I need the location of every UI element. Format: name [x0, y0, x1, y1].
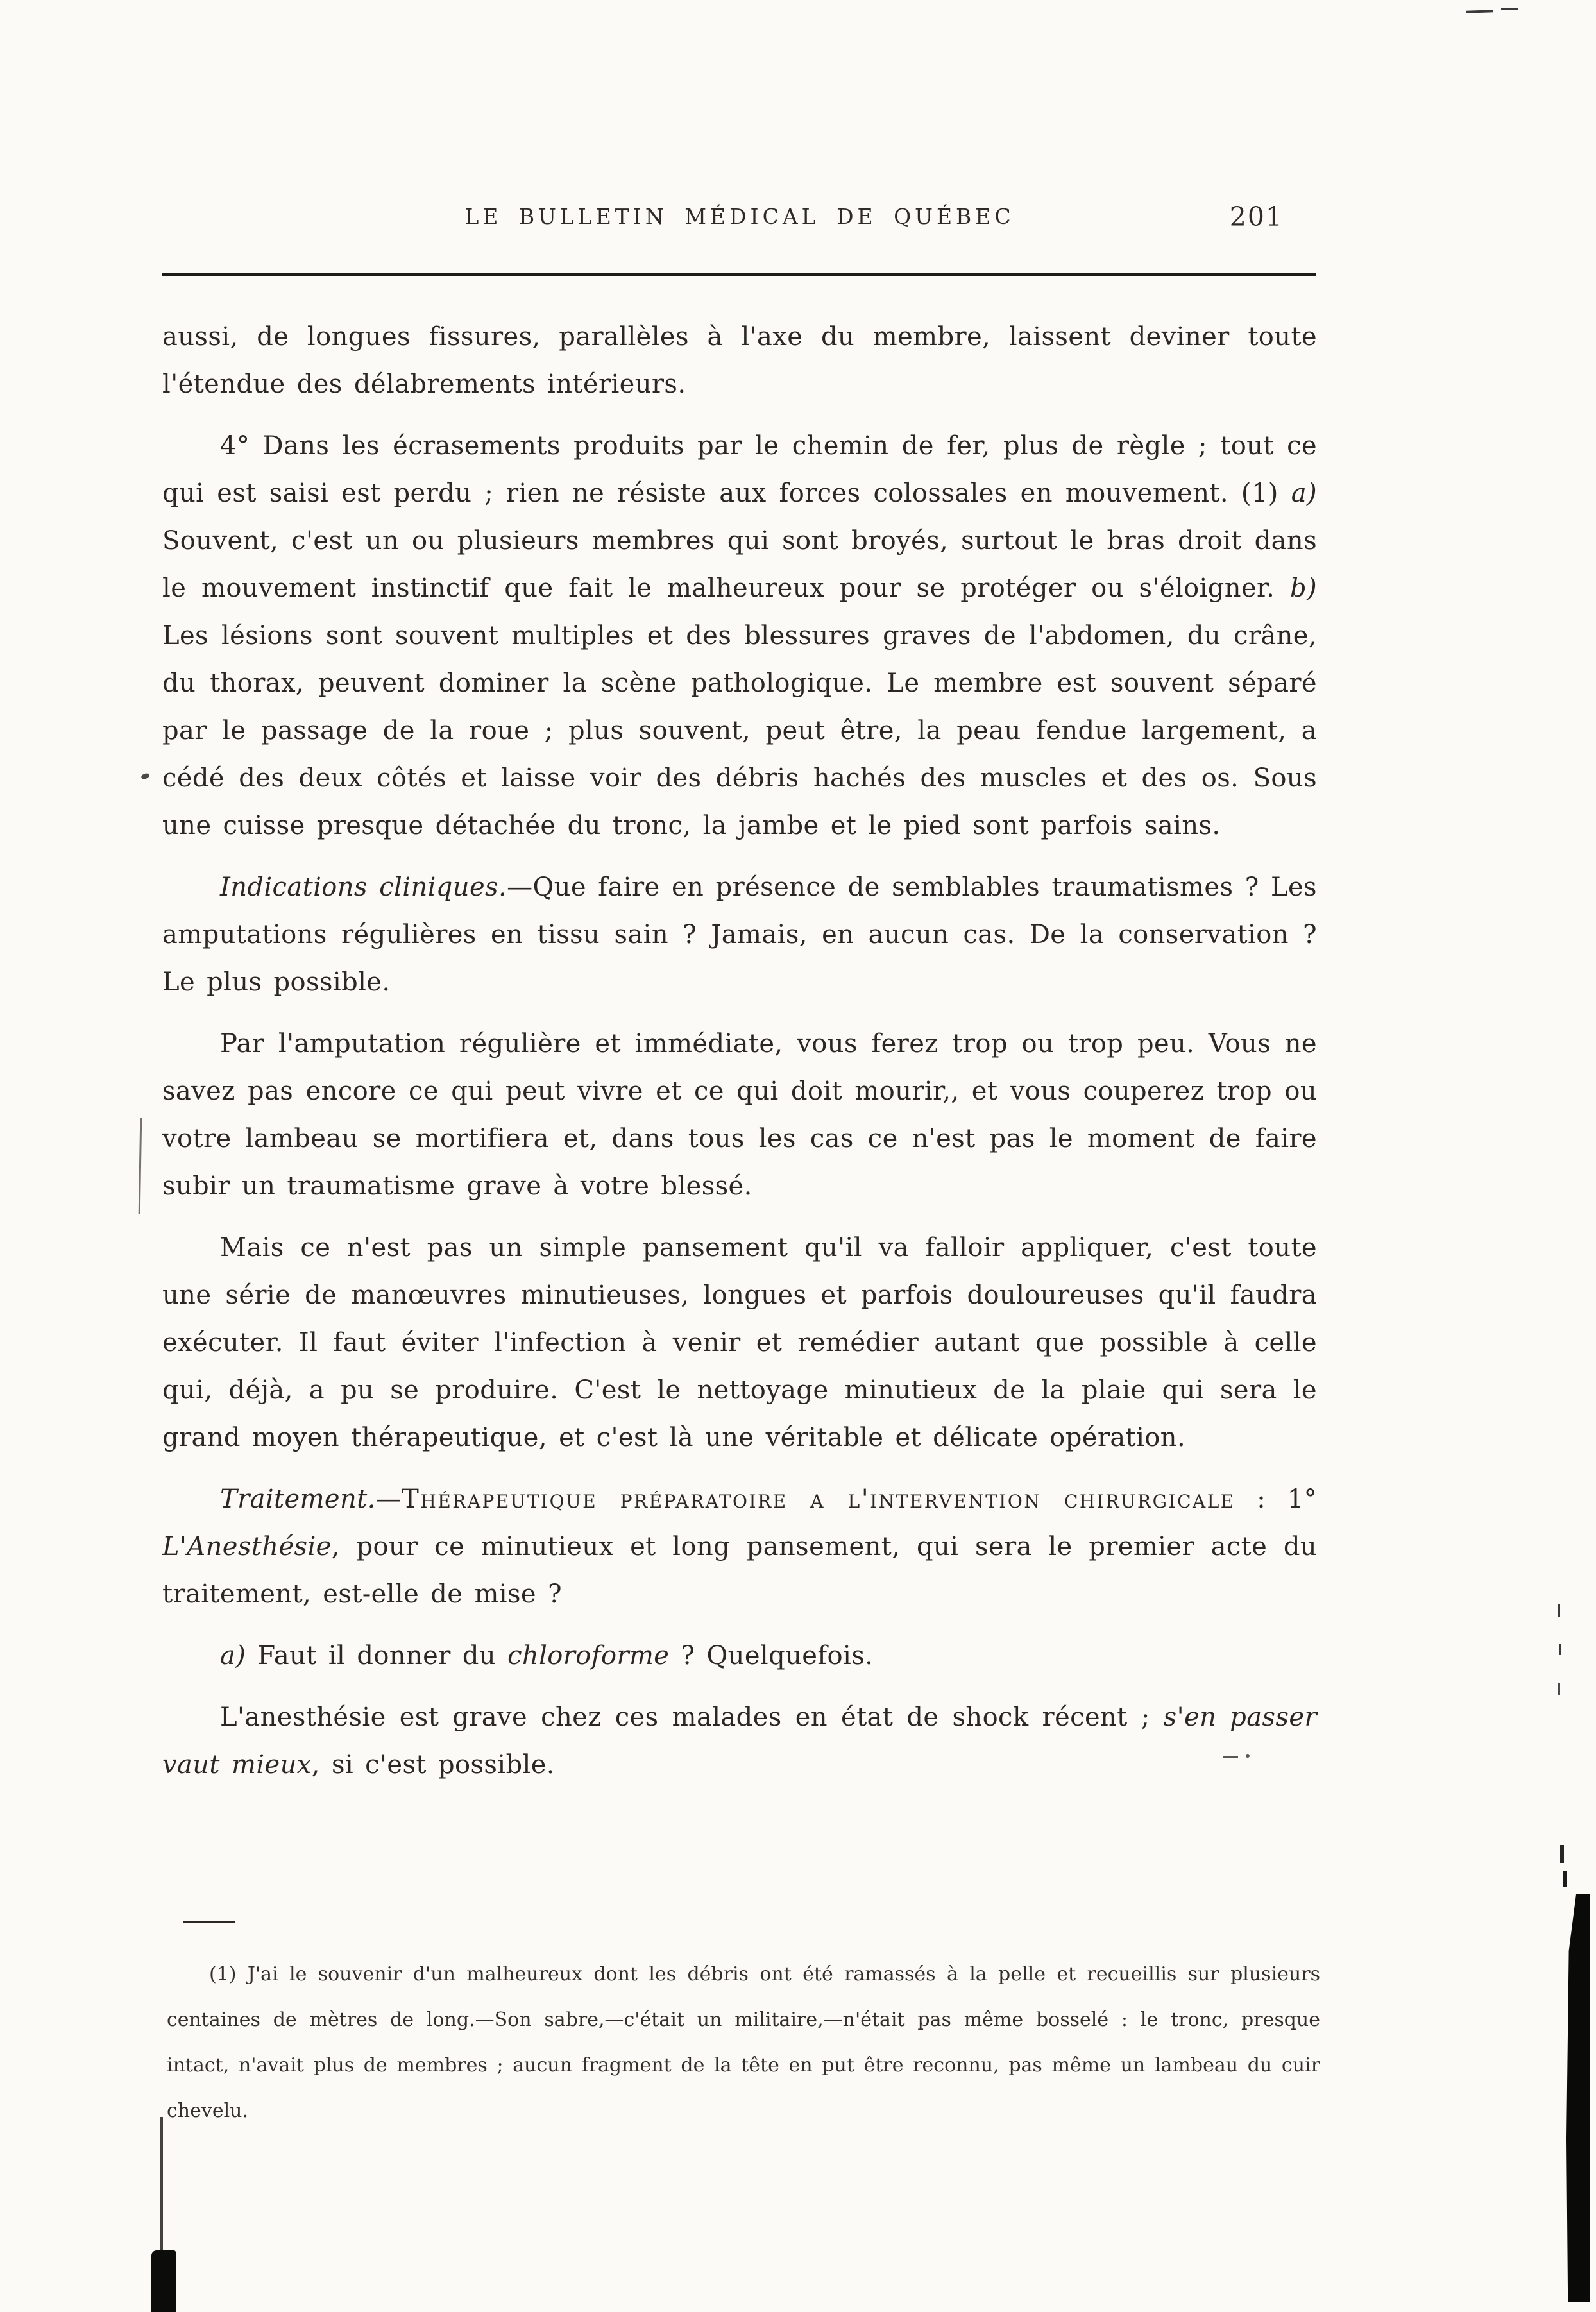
page-number: 201 — [1229, 201, 1284, 232]
text-segment: — — [375, 1484, 402, 1514]
footnote-separator — [183, 1921, 235, 1923]
text-segment: Souvent, c'est un ou plusieurs membres qui sont broyés, surtout le bras droit dans le mouvement instinctif que fait le malheureux pour se protéger ou s'éloigner. — [162, 526, 1317, 603]
text-segment: a) — [220, 1641, 246, 1670]
scan-artifact-left-bottom-blob — [151, 2250, 176, 2312]
paragraph — [162, 1632, 1317, 1679]
scan-artifact-right-edge-bar — [1566, 1894, 1590, 2302]
text-segment: , si c'est possible. — [311, 1750, 555, 1780]
journal-title: LE BULLETIN MÉDICAL DE QUÉBEC — [464, 204, 1015, 229]
text-segment: , pour ce minutieux et long pansement, qui sera le premier acte du traitement, est-elle de mise ? — [162, 1532, 1317, 1609]
text-segment: Thérapeutique préparatoire a l'intervention chirurgicale — [402, 1484, 1235, 1514]
scan-artifact-top-right-dash — [1466, 10, 1493, 13]
text-segment: (1) J'ai le souvenir d'un malheureux dont les débris ont été ramassés à la pelle et recueillis sur plusieurs centaines de mètres de long.—Son sabre,—c'était un militaire,—n'était pas même bosselé : le tronc, presque intact, n'avait plus de membres ; aucun fragment de la tête en put être reconnu, pas même un lambeau du cuir chevelu. — [167, 1963, 1320, 2122]
body-paragraphs — [162, 313, 1317, 1803]
text-segment: aussi, de longues fissures, parallèles à l'axe du membre, laissent deviner toute l'étendue des délabrements intérieurs. — [162, 322, 1317, 399]
text-segment: chloroforme — [507, 1641, 670, 1670]
text-segment: ? Quelquefois. — [669, 1641, 874, 1670]
page-header — [162, 201, 1317, 237]
paragraph — [162, 313, 1317, 408]
text-segment: : 1° — [1235, 1484, 1317, 1514]
scan-artifact-left-margin-mark — [140, 772, 150, 780]
scan-artifact-inline-dash — [1223, 1756, 1238, 1758]
header-rule — [162, 273, 1316, 276]
text-segment: —Que faire en présence de semblables traumatismes ? Les amputations régulières en tissu sain ? Jamais, en aucun cas. De la conservation ? Le plus possible. — [162, 872, 1317, 997]
scan-artifact-top-right-dash — [1501, 8, 1518, 10]
scan-artifact-inline-dot — [1246, 1754, 1250, 1758]
text-segment: a) — [1291, 479, 1317, 508]
text-segment: Faut il donner du — [246, 1641, 508, 1670]
footnote-text — [167, 1951, 1320, 2134]
text-segment: Par l'amputation régulière et immédiate, vous ferez trop ou trop peu. Vous ne savez pas encore ce qui peut vivre et ce qui doit mourir,, et vous couperez trop ou votre lambeau se mortifiera et, dans tous les cas ce n'est pas le moment de faire subir un traumatisme grave à votre blessé. — [162, 1029, 1317, 1201]
text-segment: s'en passer vaut mieux — [162, 1703, 1317, 1780]
scan-artifact-right-margin-tick — [1559, 1644, 1561, 1655]
text-segment: Mais ce n'est pas un simple pansement qu'il va falloir appliquer, c'est toute une série de manœuvres minutieuses, longues et parfois douloureuses qu'il faudra exécuter. Il faut éviter l'infection à venir et remédier autant que possible à celle qui, déjà, a pu se produire. C'est le nettoyage minutieux de la plaie qui sera le grand moyen thérapeutique, et c'est là une véritable et délicate opération. — [162, 1233, 1317, 1452]
scan-artifact-left-bottom-line — [160, 2117, 163, 2265]
text-segment: L'anesthésie est grave chez ces malades en état de shock récent ; — [220, 1703, 1164, 1732]
paragraph — [162, 1694, 1317, 1789]
text-segment: Indications cliniques. — [220, 872, 507, 902]
scan-artifact-right-margin-tick — [1558, 1683, 1560, 1695]
text-segment: Traitement. — [220, 1484, 376, 1514]
paragraph — [162, 1020, 1317, 1210]
text-segment: L'Anesthésie — [162, 1532, 332, 1561]
text-segment: 4° Dans les écrasements produits par le chemin de fer, plus de règle ; tout ce qui est saisi est perdu ; rien ne résiste aux forces colossales en mouvement. (1) — [162, 431, 1317, 508]
scan-artifact-left-margin-line — [139, 1118, 142, 1214]
paragraph — [162, 1475, 1317, 1618]
paragraph — [162, 863, 1317, 1006]
text-segment: b) — [1289, 574, 1317, 603]
paragraph — [162, 1224, 1317, 1461]
text-segment: Les lésions sont souvent multiples et des blessures graves de l'abdomen, du crâne, du thorax, peuvent dominer la scène pathologique. Le membre est souvent séparé par le passage de la roue ; plus souvent, peut être, la peau fendue largement, a cédé des deux côtés et laisse voir des débris hachés des muscles et des os. Sous une cuisse presque détachée du tronc, la jambe et le pied sont parfois sains. — [162, 621, 1317, 840]
paragraph — [162, 422, 1317, 849]
scan-artifact-right-edge-mark — [1563, 1871, 1567, 1887]
scan-artifact-right-margin-tick — [1558, 1604, 1560, 1617]
scan-artifact-right-edge-mark — [1560, 1845, 1564, 1863]
